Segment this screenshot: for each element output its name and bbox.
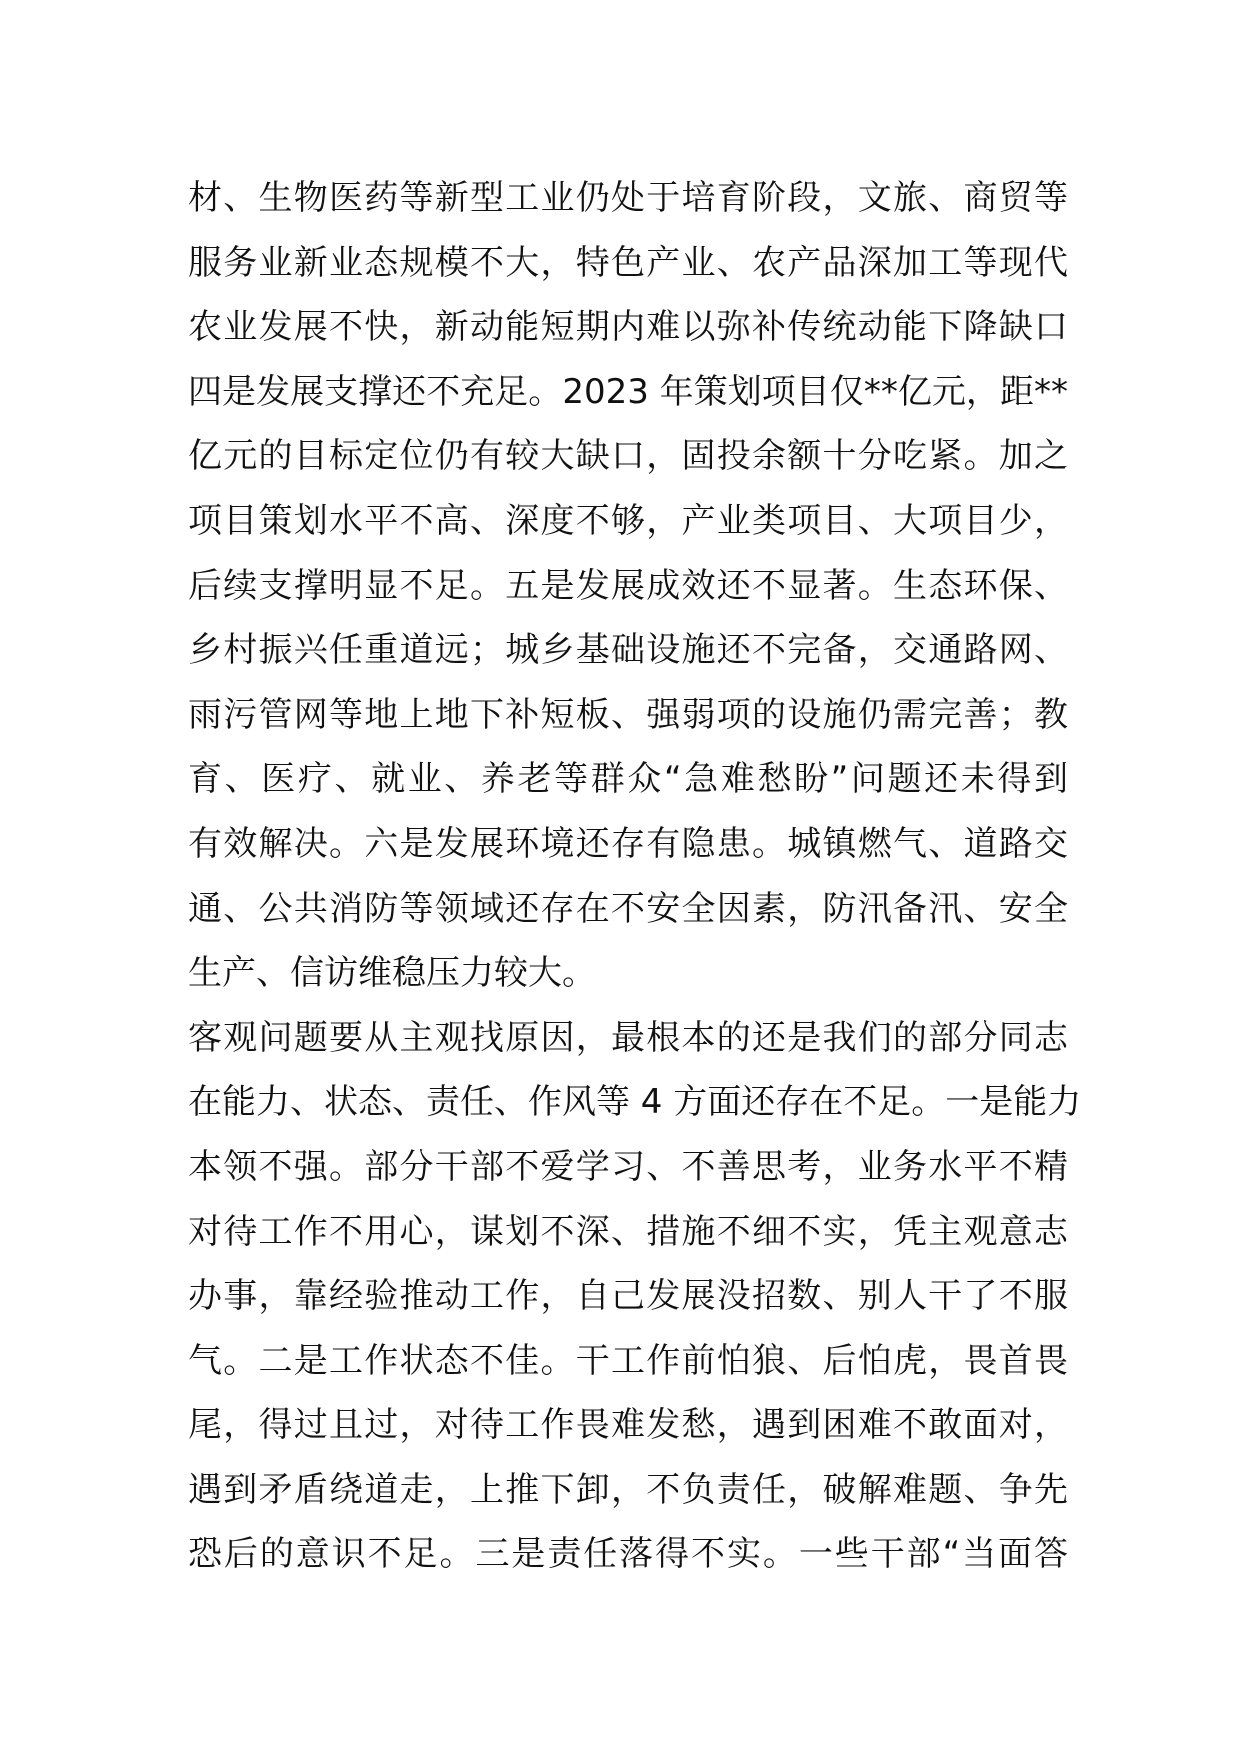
text-line: 办事，靠经验推动工作，自己发展没招数、别人干了不服 [188,1276,1068,1317]
text-line: 亿元的目标定位仍有较大缺口，固投余额十分吃紧。加之 [188,436,1068,477]
text-line: 尾，得过且过，对待工作畏难发愁，遇到困难不敢面对， [188,1405,1068,1446]
body-text [188,166,1082,1587]
text-line: 材、生物医药等新型工业仍处于培育阶段，文旅、商贸等 [188,178,1068,218]
text-line: 遇到矛盾绕道走，上推下卸，不负责任，破解难题、争先 [188,1469,1068,1510]
paragraph-end-line: 生产、信访维稳压力较大。 [188,953,596,994]
text-line: 通、公共消防等领域还存在不安全因素，防汛备汛、安全 [188,888,1068,929]
text-line: 在能力、状态、责任、作风等 4 方面还存在不足。一是能力 [188,1082,1082,1123]
text-line: 气。二是工作状态不佳。干工作前怕狼、后怕虎，畏首畏 [188,1340,1068,1381]
text-line: 本领不强。部分干部不爱学习、不善思考，业务水平不精 [188,1146,1068,1187]
text-line: 农业发展不快，新动能短期内难以弥补传统动能下降缺口 [188,307,1068,348]
text-line: 育、医疗、就业、养老等群众“急难愁盼”问题还未得到 [188,759,1068,800]
text-line: 雨污管网等地上地下补短板、强弱项的设施仍需完善；教 [188,694,1068,735]
text-line: 恐后的意识不足。三是责任落得不实。一些干部“当面答 [188,1534,1068,1575]
text-line: 四是发展支撑还不充足。2023 年策划项目仅**亿元，距** [188,371,1068,412]
text-line: 对待工作不用心，谋划不深、措施不细不实，凭主观意志 [188,1211,1068,1252]
text-line: 有效解决。六是发展环境还存有隐患。城镇燃气、道路交 [188,823,1068,864]
text-line: 后续支撑明显不足。五是发展成效还不显著。生态环保、 [188,565,1068,606]
text-line: 客观问题要从主观找原因，最根本的还是我们的部分同志 [188,1017,1068,1058]
text-line: 服务业新业态规模不大，特色产业、农产品深加工等现代 [188,242,1068,283]
text-line: 项目策划水平不高、深度不够，产业类项目、大项目少， [188,500,1068,541]
text-line: 乡村振兴任重道远；城乡基础设施还不完备，交通路网、 [188,630,1068,671]
